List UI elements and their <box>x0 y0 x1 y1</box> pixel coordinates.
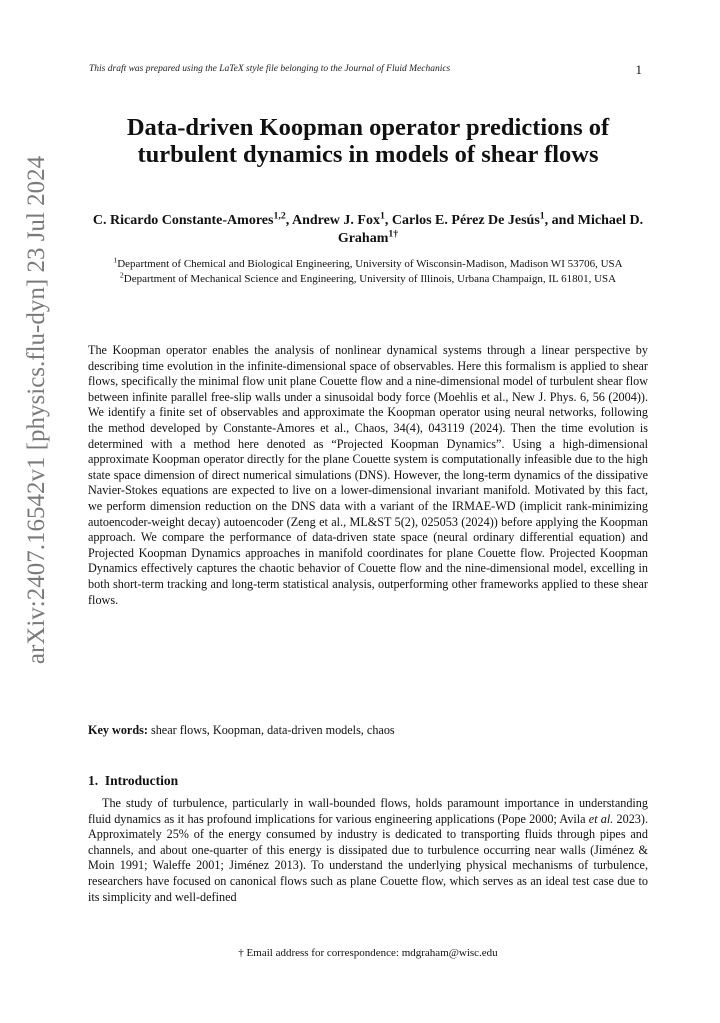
author-affiliation-mark: 1,2 <box>273 210 286 222</box>
author-separator: , <box>285 213 292 228</box>
page-number: 1 <box>635 62 642 77</box>
author-affiliation-mark: 1 <box>379 210 385 222</box>
affiliation-number: 2 <box>119 269 124 279</box>
keywords-label: Key words: <box>88 723 148 737</box>
section-heading <box>88 773 178 789</box>
affiliation-text: Department of Mechanical Science and Engineering, University of Illinois, Urbana Champaign, IL 61801, USA <box>123 272 617 285</box>
keywords-list: shear flows, Koopman, data-driven models, chaos <box>150 723 395 737</box>
author-name: Carlos E. Pérez De Jesús <box>391 213 540 228</box>
author-separator: , <box>384 213 392 228</box>
author-affiliation-mark: 1 <box>388 228 394 240</box>
running-head: This draft was prepared using the LaTeX style file belonging to the Journal of Fluid Mechanics <box>89 64 451 74</box>
abstract: The Koopman operator enables the analysis of nonlinear dynamical systems through a linear perspective by describing time evolution in the infinite-dimensional space of observables. Here this formalism is applied to shear flows, specifically the minimal flow unit plane Couette flow and a nine-dimensional model of turbulent shear flow between infinite parallel free-slip walls under a sinusoidal body force (Moehlis et al., New J. Phys. 6, 56 (2004)). We identify a finite set of observables and approximate the Koopman operator using neural networks, following the method developed by Constante-Amores et al., Chaos, 34(4), 043119 (2024). Then the time evolution is determined with a method here denoted as “Projected Koopman Dynamics”. Using a high-dimensional approximate Koopman operator directly for the plane Couette system is computationally infeasible due to the high state space dimension of direct numerical simulations (DNS). However, the long-term dynamics of the dissipative Navier-Stokes equations are expected to live on a lower-dimensional invariant manifold. Motivated by this fact, we perform dimension reduction on the DNS data with a variant of the IRMAE-WD (implicit rank-minimizing autoencoder-weight decay) autoencoder (Zeng et al., ML&ST 5(2), 025053 (2024)) before applying the Koopman approach. We compare the performance of data-driven state space (neural ordinary differential equation) and Projected Koopman Dynamics approaches in manifold coordinates for plane Couette flow. Projected Koopman Dynamics effectively captures the chaotic behavior of Couette flow and the nine-dimensional model, excelling in both short-term tracking and long-term statistical analysis, outperforming other frameworks applied to these shear flows. <box>88 343 648 607</box>
intro-et-al: et al. <box>588 811 614 826</box>
author-name: Michael D. Graham <box>337 213 644 246</box>
affiliation-number: 1 <box>113 255 118 265</box>
intro-text-start: The study of turbulence, particularly in wall-bounded flows, holds paramount importance in understanding fluid dynamics as it has profound implications for various engineering applications (Pope 2000; Avila <box>88 796 648 826</box>
author-separator: , and <box>544 213 578 228</box>
author-name: C. Ricardo Constante-Amores <box>92 213 274 228</box>
intro-text-end: 2023). Approximately 25% of the energy consumed by industry is dedicated to transporting fluids through pipes and channels, and about one-quarter of this energy is dissipated due to turbulence occurring near walls (Jiménez & Moin 1991; Waleffe 2001; Jiménez 2013). To understand the underlying physical mechanisms of turbulence, researchers have focused on canonical flows such as plane Couette flow, which serves as an ideal test case due to its simplicity and well-defined <box>88 811 649 904</box>
section-title: Introduction <box>104 773 179 788</box>
author-affiliation-mark: 1 <box>539 210 545 222</box>
section-number: 1. <box>88 773 99 788</box>
affiliation <box>110 257 626 272</box>
corresponding-author-mark: † <box>393 228 399 240</box>
paper-title: Data-driven Koopman operator predictions of turbulent dynamics in models of shear flows <box>126 114 610 168</box>
affiliation-text: Department of Chemical and Biological Engineering, University of Wisconsin-Madison, Madison WI 53706, USA <box>117 258 623 270</box>
keywords <box>88 723 648 738</box>
introduction-paragraph <box>88 796 648 905</box>
arxiv-identifier-stamp: arXiv:2407.16542v1 [physics.flu-dyn] 23 Jul 2024 <box>23 155 50 665</box>
author-name: Andrew J. Fox <box>291 213 380 228</box>
affiliation-list <box>110 257 626 286</box>
author-list <box>88 212 648 248</box>
correspondence-footnote: † Email address for correspondence: mdgraham@wisc.edu <box>238 947 498 959</box>
affiliation <box>110 269 626 287</box>
